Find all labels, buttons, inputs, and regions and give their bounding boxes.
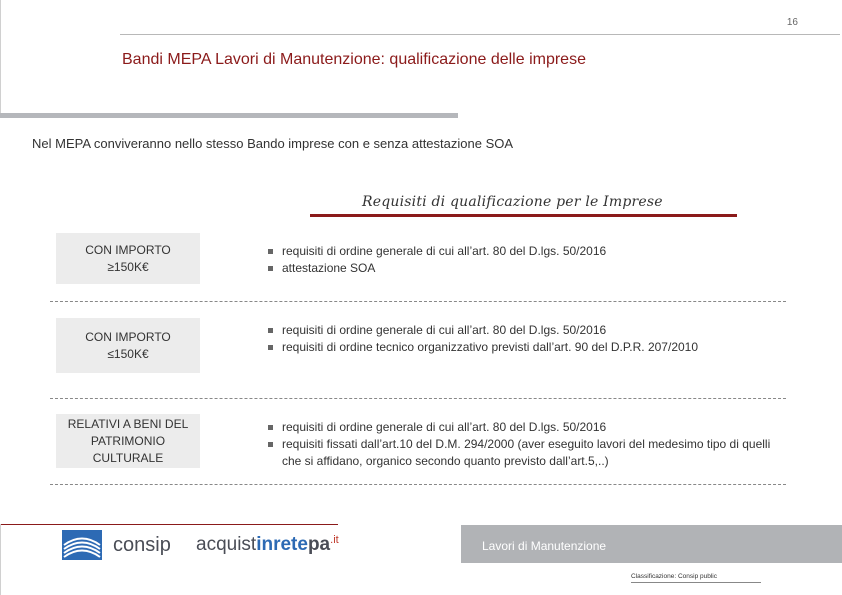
acq-logo-part: pa (307, 534, 331, 555)
left-border-line (0, 0, 1, 118)
consip-logo-icon (62, 530, 102, 560)
acq-logo-part: inrete (256, 534, 308, 555)
classification-underline (631, 582, 761, 583)
footer-accent-line (0, 524, 338, 525)
row-separator (50, 484, 786, 485)
slide-title: Bandi MEPA Lavori di Manutenzione: qualificazione delle imprese (122, 51, 586, 68)
requirement-item: attestazione SOA (266, 260, 786, 277)
requirement-item: requisiti di ordine tecnico organizzativo previsti dall’art. 90 del D.P.R. 207/2010 (266, 339, 786, 356)
acquistinretepa-logo (196, 534, 339, 556)
footer-section-label: Lavori di Manutenzione (482, 539, 607, 553)
row-label-line: ≤150K€ (107, 346, 149, 361)
section-heading: Requisiti di qualificazione per le Imprese (362, 194, 663, 210)
acq-logo-part: acquist (196, 534, 257, 555)
row-label-line: RELATIVI A BENI DEL (67, 416, 189, 431)
row-label-line: CULTURALE (92, 450, 164, 465)
classification-label: Classificazione: Consip public (631, 573, 717, 580)
row-label-line: ≥150K€ (107, 259, 149, 274)
row-label-box (56, 414, 200, 468)
requirements-list (266, 419, 786, 470)
requirement-item: requisiti di ordine generale di cui all’art. 80 del D.lgs. 50/2016 (266, 322, 786, 339)
top-divider (120, 34, 840, 35)
page-number: 16 (786, 17, 798, 28)
requirements-list (266, 322, 786, 356)
footer-left-border (0, 524, 1, 595)
requirement-item: requisiti di ordine generale di cui all’art. 80 del D.lgs. 50/2016 (266, 243, 786, 260)
section-heading-underline (310, 214, 737, 217)
requirement-item: requisiti fissati dall’art.10 del D.M. 294/2000 (aver eseguito lavori del medesimo tipo di quelli che si affidano, organico secondo quanto previsto dall’art.5,..) (266, 436, 786, 470)
row-label-box (56, 233, 200, 284)
acq-logo-part: .it (330, 534, 339, 546)
requirements-list (266, 243, 786, 277)
row-label-line: CON IMPORTO (85, 329, 171, 344)
intro-text: Nel MEPA conviveranno nello stesso Bando imprese con e senza attestazione SOA (32, 136, 514, 151)
requirement-item: requisiti di ordine generale di cui all’art. 80 del D.lgs. 50/2016 (266, 419, 786, 436)
row-label-line: CON IMPORTO (85, 242, 171, 257)
row-label-line: PATRIMONIO (90, 433, 166, 448)
consip-logo-text: consip (113, 534, 171, 556)
row-separator (50, 301, 786, 302)
row-label-box (56, 318, 200, 373)
row-separator (50, 398, 786, 399)
title-underline-bar (0, 113, 458, 118)
